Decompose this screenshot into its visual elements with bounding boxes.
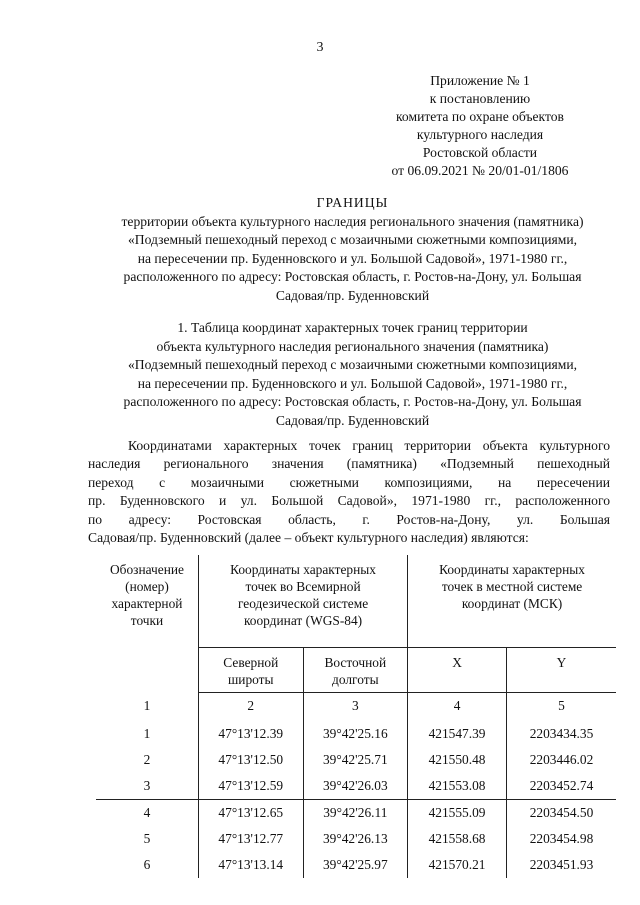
cell-latitude: 47°13'12.59 <box>199 773 304 800</box>
appendix-line: Приложение № 1 <box>430 73 530 88</box>
page-number: 3 <box>316 40 324 55</box>
column-number: 2 <box>199 693 304 722</box>
cell-x: 421558.68 <box>408 826 507 852</box>
header-text: координат (WGS-84) <box>243 613 363 628</box>
cell-longitude: 39°42'26.03 <box>303 773 408 800</box>
header-local-group <box>408 555 616 648</box>
heading-line: «Подземный пешеходный переход с мозаичными сюжетными композициями, <box>127 232 578 247</box>
paragraph-line: Координатами характерных точек границ территории объекта культурного <box>128 438 610 453</box>
cell-y: 2203454.50 <box>506 800 616 827</box>
header-text: Координаты характерных <box>439 562 585 577</box>
paragraph-line: наследия регионального значения (памятника) «Подземный пешеходный <box>88 456 610 472</box>
header-text: точки <box>130 613 164 628</box>
cell-longitude: 39°42'25.16 <box>303 721 408 747</box>
cell-x: 421555.09 <box>408 800 507 827</box>
cell-latitude: 47°13'12.65 <box>199 800 304 827</box>
header-north-latitude <box>199 648 304 693</box>
header-text: точек во Всемирной <box>245 579 361 594</box>
header-text: координат (МСК) <box>461 596 563 611</box>
heading-line: Садовая/пр. Буденновский <box>275 287 430 303</box>
coordinates-table <box>96 555 616 878</box>
cell-latitude: 47°13'12.77 <box>199 826 304 852</box>
header-wgs84-group <box>199 555 408 648</box>
cell-x: 421550.48 <box>408 747 507 773</box>
appendix-line: к постановлению <box>429 91 531 106</box>
cell-point: 3 <box>96 773 199 800</box>
header-text: геодезической системе <box>237 596 369 611</box>
cell-latitude: 47°13'12.50 <box>199 747 304 773</box>
heading-line: территории объекта культурного наследия регионального значения (памятника) <box>121 213 584 229</box>
column-number: 5 <box>506 693 616 722</box>
header-x: X <box>408 648 507 693</box>
cell-longitude: 39°42'26.13 <box>303 826 408 852</box>
table-caption-line: Садовая/пр. Буденновский <box>275 412 430 428</box>
table-row <box>96 721 616 747</box>
body-paragraph <box>88 437 610 547</box>
table-row <box>96 773 616 800</box>
cell-latitude: 47°13'13.14 <box>199 852 304 878</box>
cell-y: 2203454.98 <box>506 826 616 852</box>
paragraph-line: Садовая/пр. Буденновский (далее – объект культурного наследия) являются: <box>88 530 529 546</box>
heading-line: на пересечении пр. Буденновского и ул. Большой Садовой», 1971-1980 гг., <box>137 250 568 266</box>
table-caption <box>80 319 625 430</box>
cell-x: 421553.08 <box>408 773 507 800</box>
cell-y: 2203451.93 <box>506 852 616 878</box>
header-y: Y <box>506 648 616 693</box>
paragraph-line: переход с мозаичными сюжетными композициями, на пересечении <box>88 474 610 490</box>
header-text: Обозначение <box>110 562 184 577</box>
header-text: Восточной <box>324 655 387 670</box>
header-text: Координаты характерных <box>230 562 376 577</box>
cell-x: 421570.21 <box>408 852 507 878</box>
table-row <box>96 800 616 827</box>
table-row <box>96 852 616 878</box>
appendix-block <box>330 72 630 180</box>
table-caption-line: объекта культурного наследия регионального значения (памятника) <box>156 338 549 354</box>
appendix-line: Ростовской области <box>422 145 538 160</box>
cell-point: 1 <box>143 726 151 741</box>
header-text: (номер) <box>125 579 169 594</box>
cell-latitude: 47°13'12.39 <box>199 721 304 747</box>
header-text: широты <box>227 672 274 687</box>
header-text: характерной <box>111 596 183 611</box>
column-number: 1 <box>143 697 151 713</box>
table-caption-line: «Подземный пешеходный переход с мозаичными сюжетными композициями, <box>127 357 578 372</box>
cell-longitude: 39°42'25.71 <box>303 747 408 773</box>
header-point-designation <box>96 555 199 693</box>
column-number-row <box>96 693 616 722</box>
header-east-longitude <box>303 648 408 693</box>
cell-x: 421547.39 <box>408 721 507 747</box>
appendix-line: от 06.09.2021 № 20/01-01/1806 <box>391 163 569 178</box>
cell-y: 2203434.35 <box>506 721 616 747</box>
table-row <box>96 826 616 852</box>
cell-y: 2203446.02 <box>506 747 616 773</box>
cell-point: 6 <box>143 857 151 872</box>
table-caption-line: 1. Таблица координат характерных точек границ территории <box>177 320 528 335</box>
header-text: долготы <box>332 672 379 687</box>
column-number: 3 <box>303 693 408 722</box>
document-heading <box>80 194 625 305</box>
appendix-line: культурного наследия <box>416 127 544 142</box>
table-caption-line: на пересечении пр. Буденновского и ул. Большой Садовой», 1971-1980 гг., <box>137 375 568 391</box>
table-header-row <box>96 555 616 648</box>
paragraph-line: пр. Буденновского и ул. Большой Садовой», 1971-1980 гг., расположенного <box>88 493 610 509</box>
column-number: 4 <box>408 693 507 722</box>
cell-longitude: 39°42'26.11 <box>303 800 408 827</box>
heading-line: расположенного по адресу: Ростовская область, г. Ростов-на-Дону, ул. Большая <box>123 269 582 284</box>
cell-point: 5 <box>143 831 151 846</box>
paragraph-line: по адресу: Ростовская область, г. Ростов-на-Дону, ул. Большая <box>88 511 610 527</box>
appendix-line: комитета по охране объектов <box>396 109 564 124</box>
header-text: Северной <box>223 655 279 670</box>
table-row <box>96 747 616 773</box>
cell-longitude: 39°42'25.97 <box>303 852 408 878</box>
cell-point: 4 <box>143 805 151 820</box>
cell-point: 2 <box>143 752 151 767</box>
cell-y: 2203452.74 <box>506 773 616 800</box>
table-caption-line: расположенного по адресу: Ростовская область, г. Ростов-на-Дону, ул. Большая <box>123 394 582 409</box>
header-text: точек в местной системе <box>441 579 583 594</box>
document-title: ГРАНИЦЫ <box>316 195 389 210</box>
